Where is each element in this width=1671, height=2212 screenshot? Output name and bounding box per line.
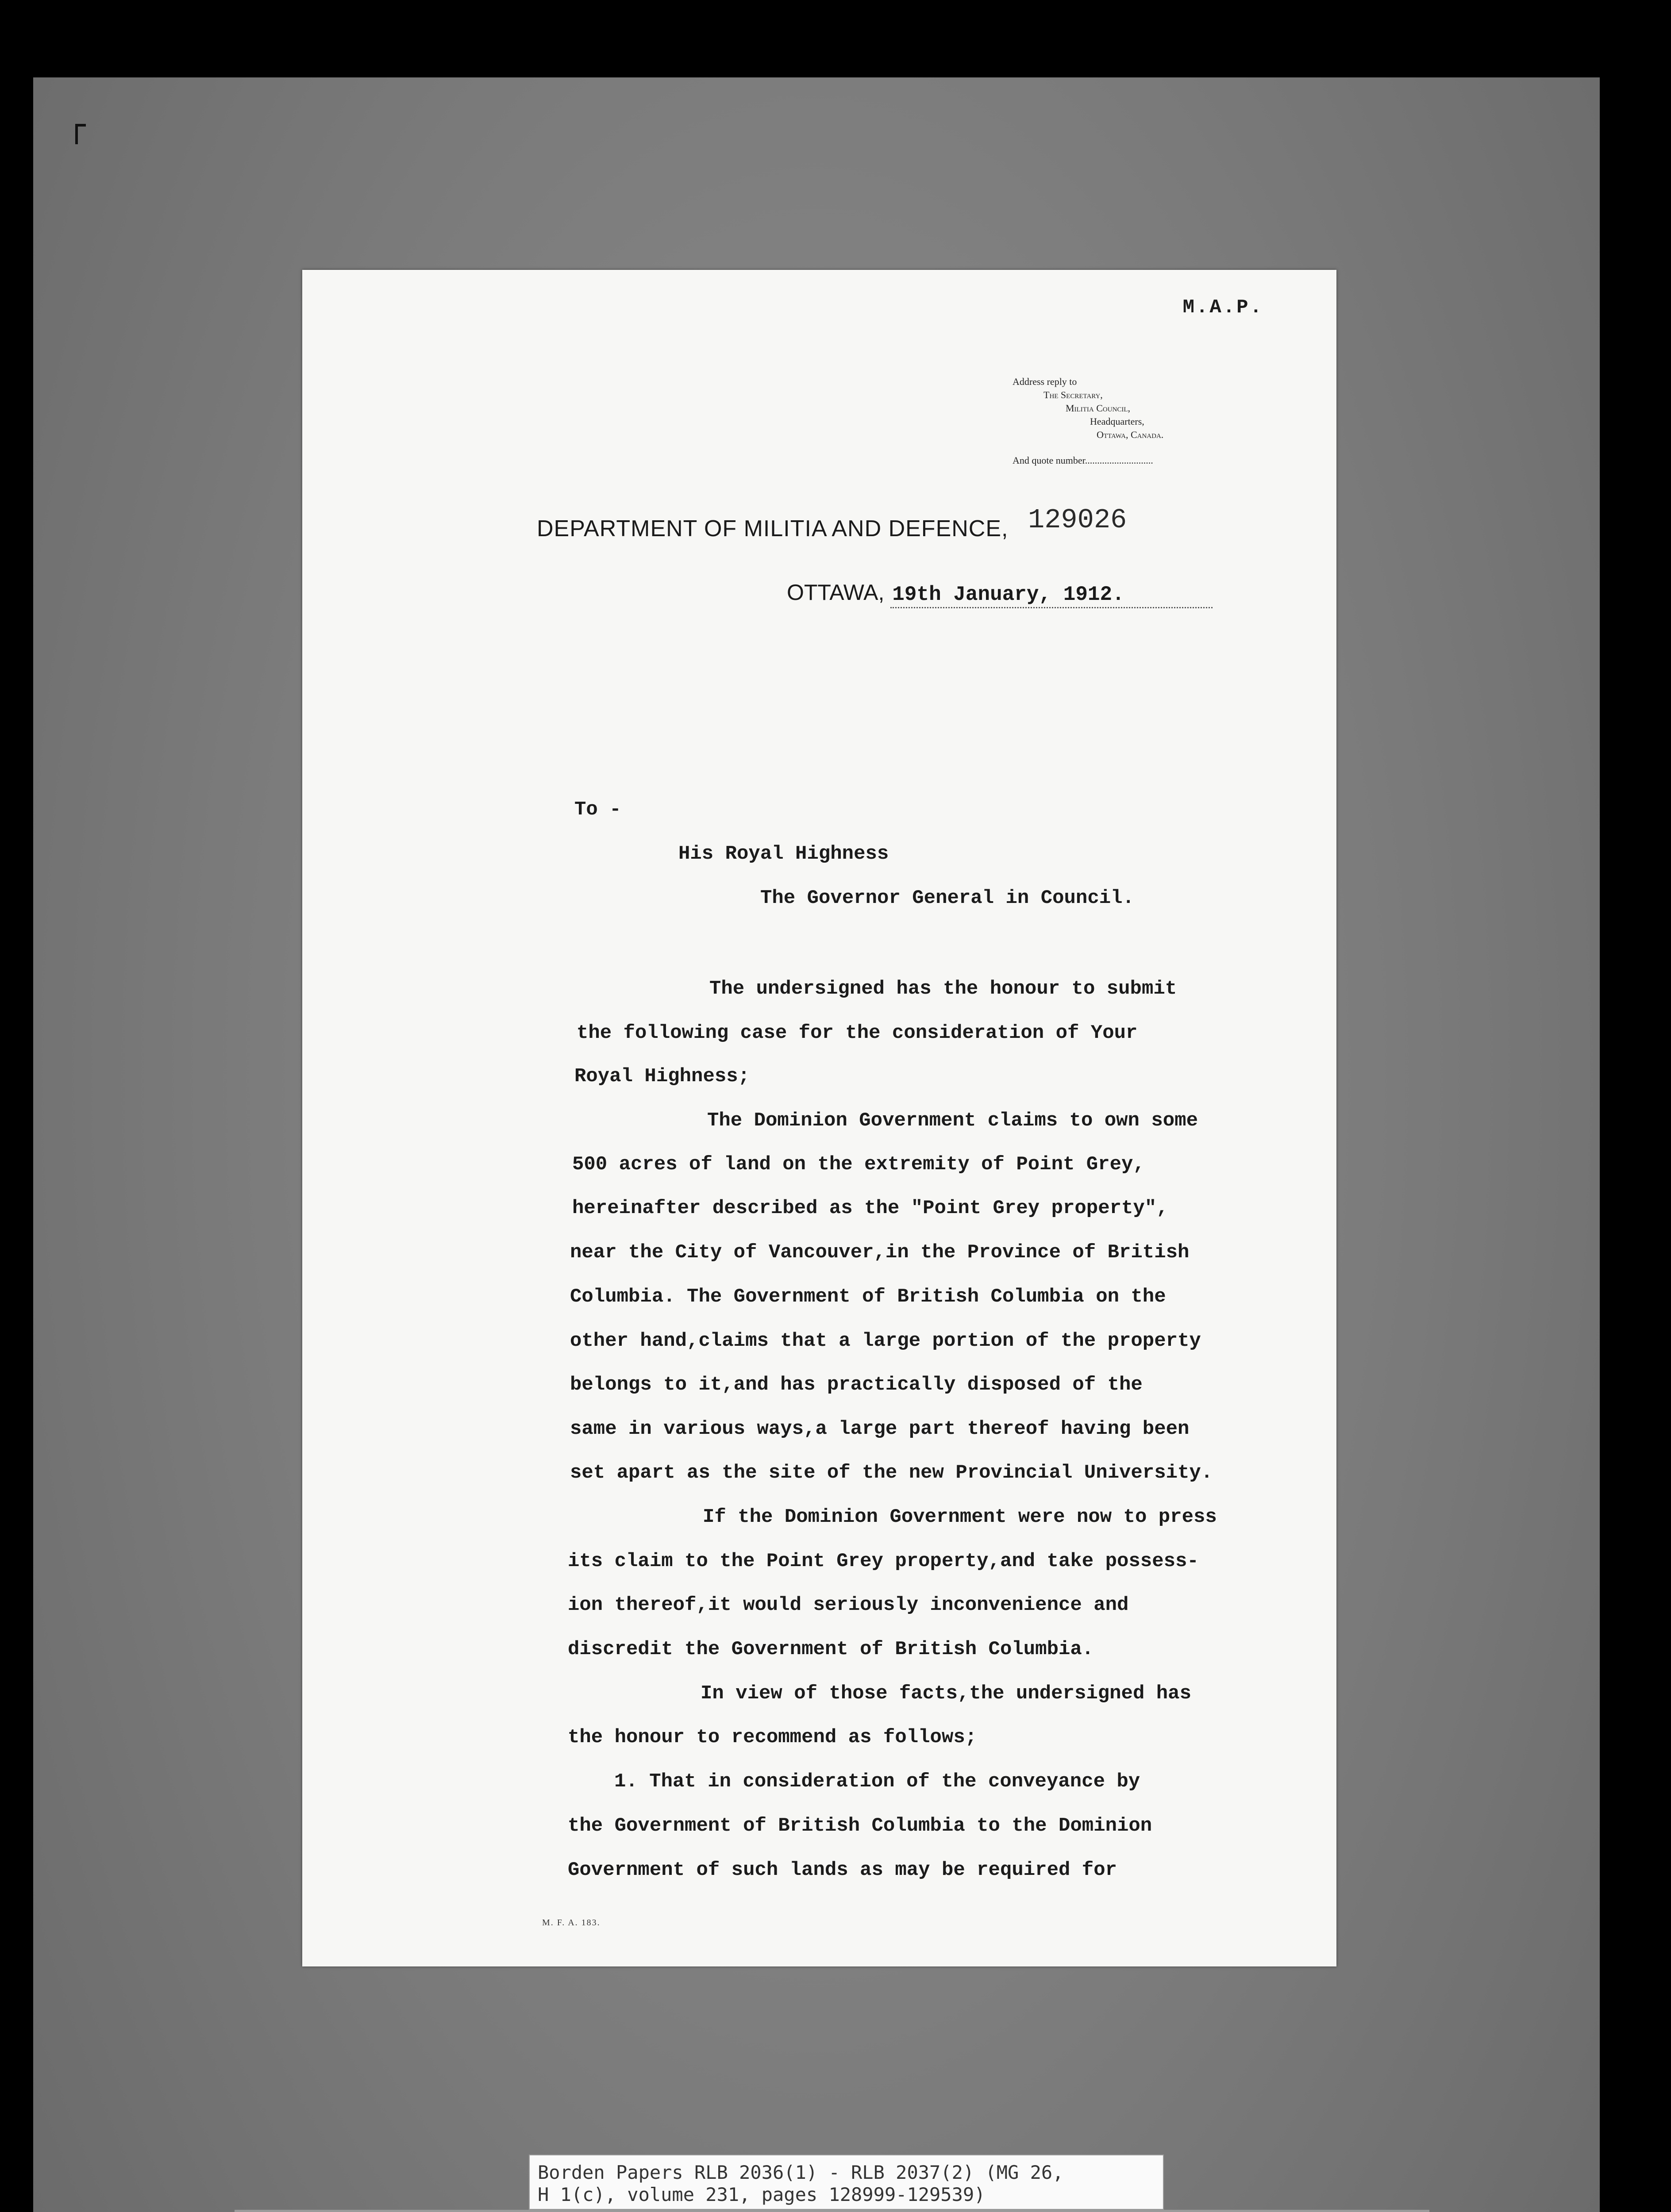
address-line: Address reply to (1013, 376, 1077, 387)
body-line: near the City of Vancouver,in the Province of British (570, 1241, 1190, 1263)
body-line: the Government of British Columbia to the Dominion (568, 1815, 1152, 1837)
reference-number: 129026 (1028, 504, 1127, 536)
archives-card-backing (235, 2210, 1429, 2212)
caption-line: Borden Papers RLB 2036(1) - RLB 2037(2) (MG 26, (538, 2162, 1064, 2183)
body-line: The undersigned has the honour to submit (709, 978, 1177, 1000)
form-code: M. F. A. 183. (542, 1918, 601, 1928)
body-line: belongs to it,and has practically disposed of the (570, 1374, 1143, 1396)
body-line: discredit the Government of British Columbia. (568, 1638, 1094, 1660)
body-line: Columbia. The Government of British Columbia on the (570, 1286, 1166, 1308)
address-line: Ottawa, Canada. (1097, 429, 1164, 440)
quote-number-line: And quote number............................ (1013, 455, 1153, 466)
body-line: the honour to recommend as follows; (568, 1726, 977, 1748)
caption-line: H 1(c), volume 231, pages 128999-129539) (538, 2184, 986, 2205)
address-block (1013, 375, 1163, 467)
place: OTTAWA, (787, 580, 885, 605)
body-line: 1. That in consideration of the conveyance by (614, 1770, 1140, 1793)
body-line: other hand,claims that a large portion of the property (570, 1330, 1201, 1352)
address-line: Militia Council, (1066, 403, 1131, 414)
document-page (302, 270, 1336, 1966)
archive-caption-label (529, 2154, 1164, 2210)
address-line: The Secretary, (1043, 389, 1103, 400)
addressee-line: The Governor General in Council. (760, 887, 1134, 909)
body-line: Government of such lands as may be required for (568, 1859, 1117, 1881)
body-line: its claim to the Point Grey property,and take possess- (568, 1550, 1199, 1572)
addressee-line: His Royal Highness (678, 843, 889, 865)
date: 19th January, 1912. (890, 583, 1213, 608)
place-date-line (787, 580, 1213, 608)
body-line: Royal Highness; (574, 1065, 750, 1087)
body-line: If the Dominion Government were now to press (703, 1506, 1217, 1528)
corner-mark (75, 124, 86, 144)
body-line: In view of those facts,the undersigned has (701, 1682, 1191, 1705)
address-line: Headquarters, (1090, 416, 1144, 427)
body-line: hereinafter described as the "Point Grey property", (572, 1197, 1168, 1219)
body-line: the following case for the consideration of Your (577, 1022, 1138, 1044)
body-line: ion thereof,it would seriously inconvenience and (568, 1594, 1129, 1616)
body-line: The Dominion Government claims to own some (707, 1110, 1198, 1132)
body-line: same in various ways,a large part thereof having been (570, 1418, 1190, 1440)
body-line: 500 acres of land on the extremity of Point Grey, (572, 1153, 1145, 1175)
map-code: M.A.P. (1182, 296, 1263, 319)
department-heading: DEPARTMENT OF MILITIA AND DEFENCE, (537, 516, 1009, 541)
salutation: To - (574, 799, 621, 821)
body-line: set apart as the site of the new Provincial University. (570, 1462, 1213, 1484)
